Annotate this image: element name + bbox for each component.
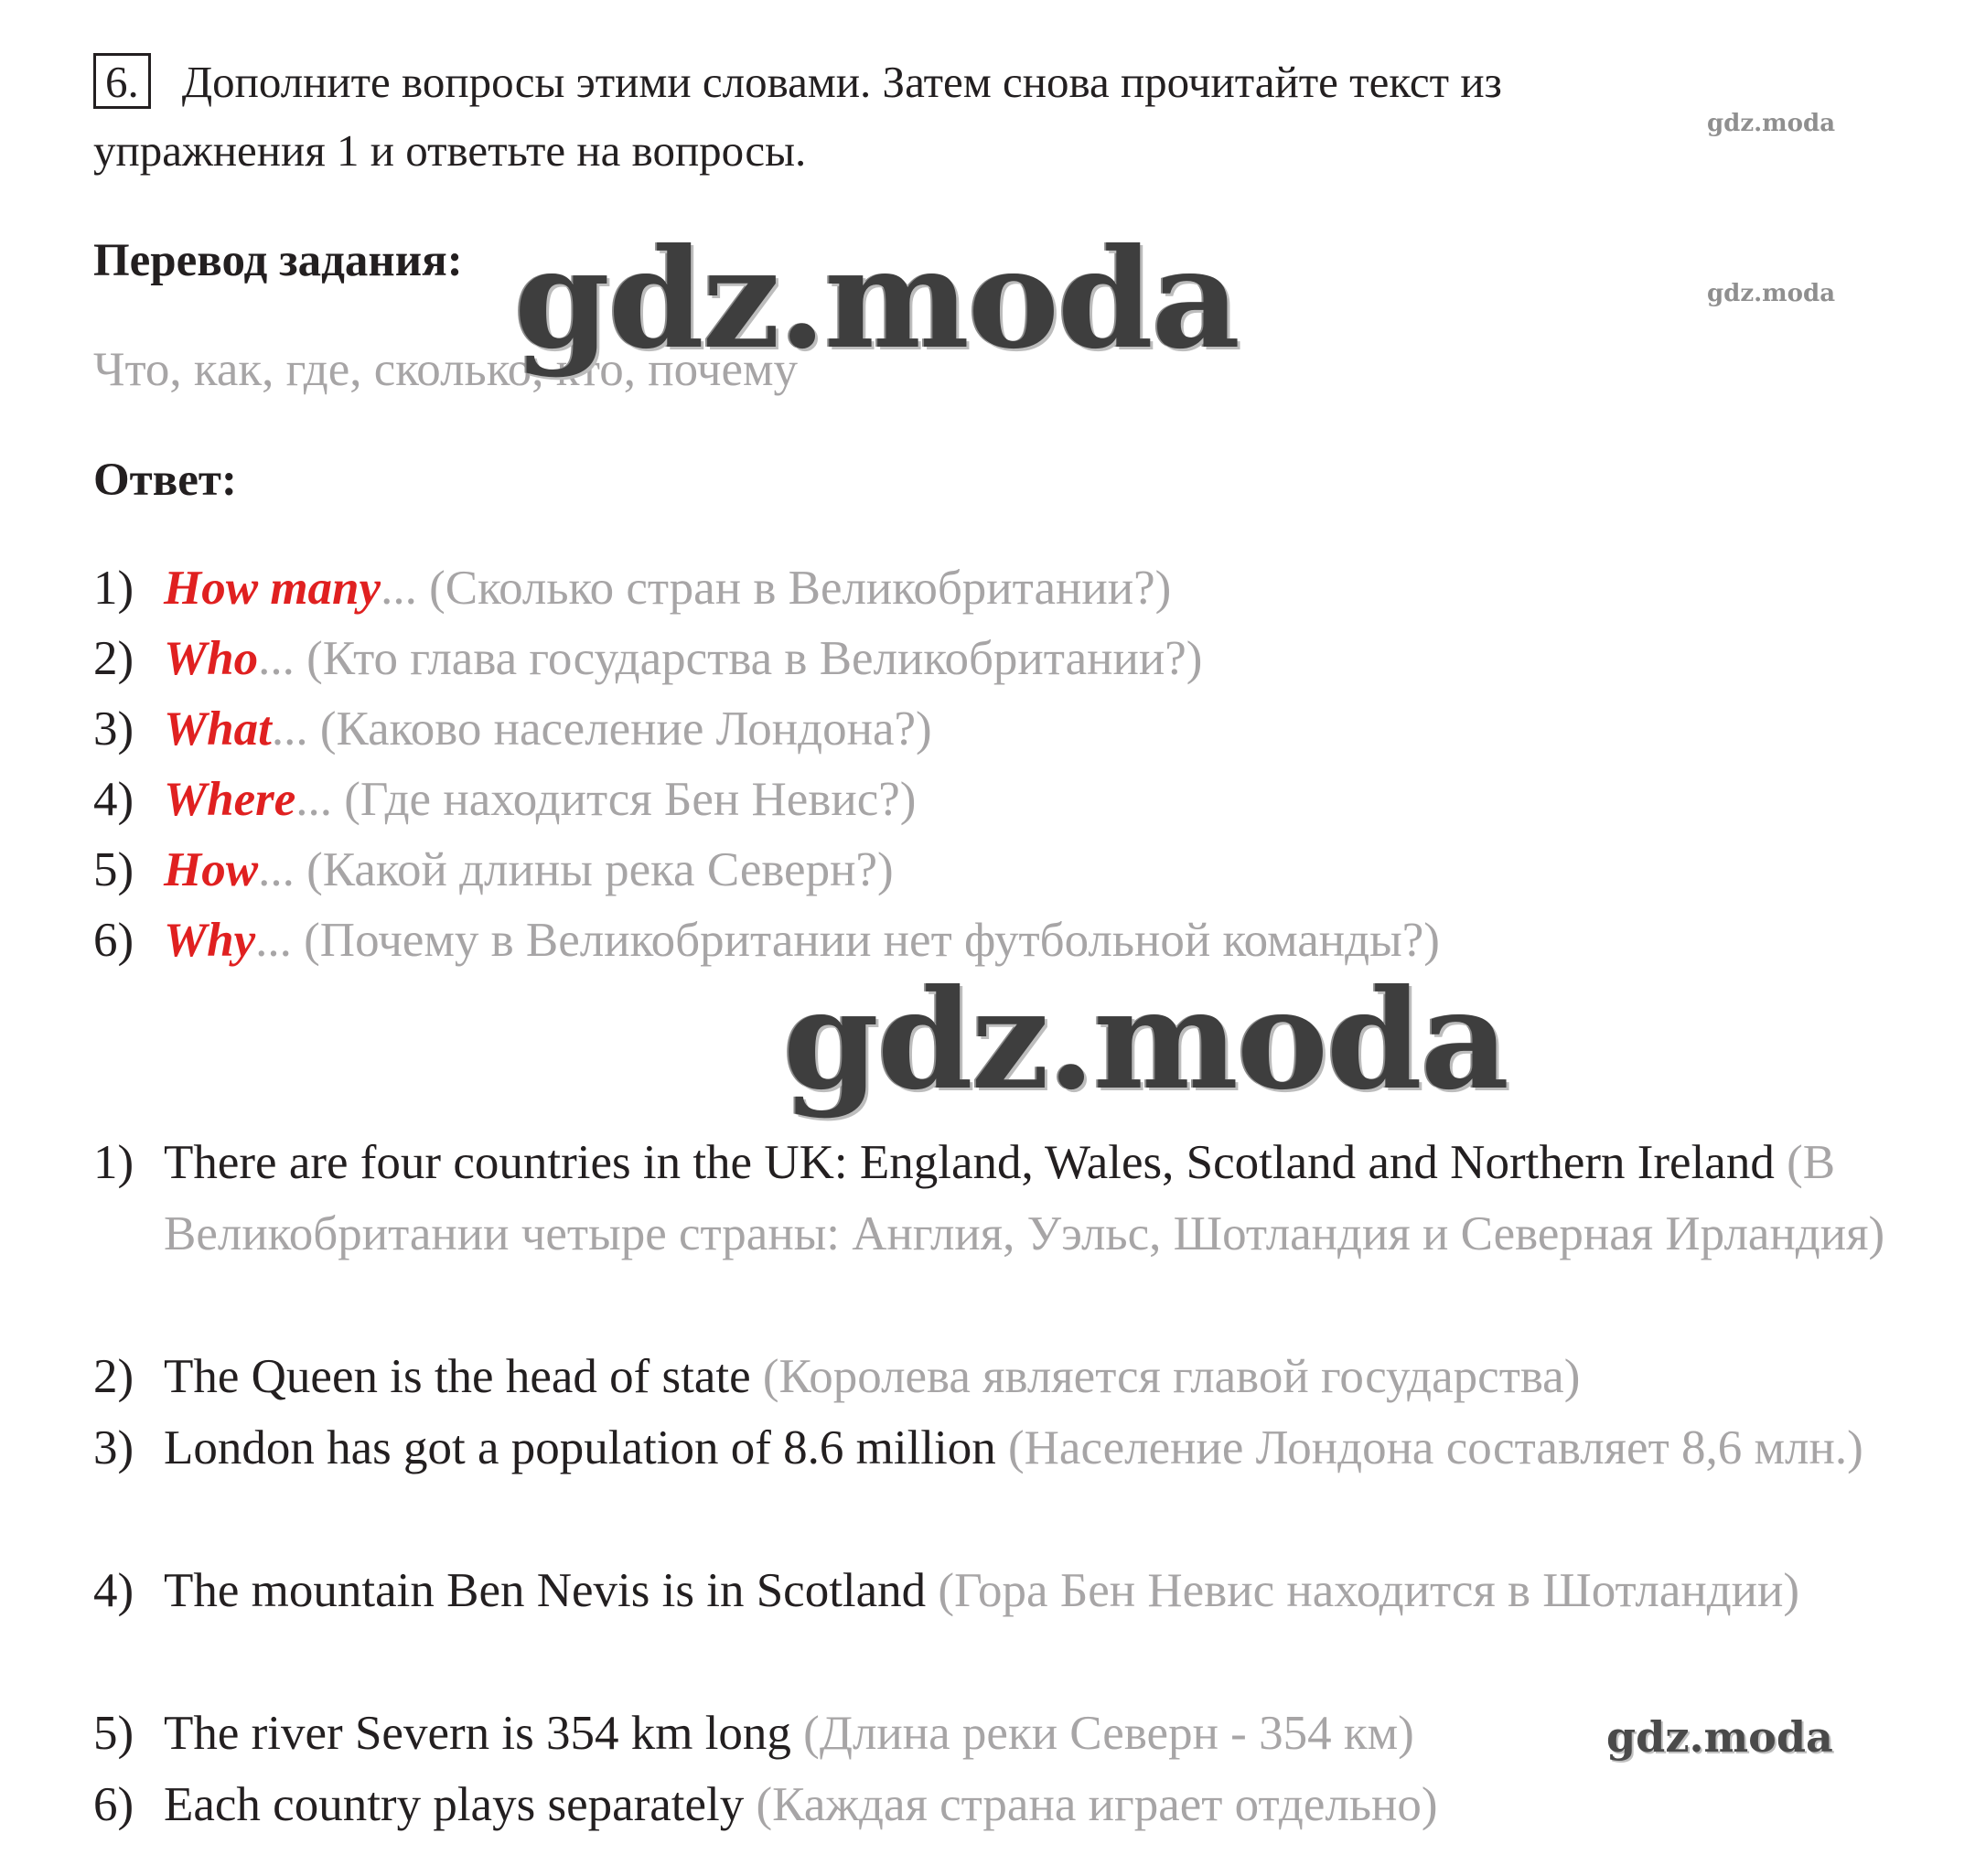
answer-translation: (Население Лондона составляет 8,6 млн.) (1008, 1421, 1863, 1474)
question-word: What (164, 702, 272, 756)
question-word: Who (164, 632, 259, 685)
answer-english: There are four countries in the UK: England, Wales, Scotland and Northern Ireland (164, 1136, 1775, 1189)
task-instruction (93, 53, 1502, 109)
question-translation: ... (Сколько стран в Великобритании?) (381, 562, 1172, 615)
answer-number: 5) (93, 1707, 134, 1760)
answer-heading: Ответ: (93, 455, 237, 506)
question-word: Why (164, 914, 256, 967)
task-number: 6. (93, 53, 151, 109)
watermark-large: gdz.moda (783, 959, 1508, 1120)
answer-translation: (Каждая страна играет отдельно) (756, 1778, 1438, 1831)
answer-number: 3) (93, 1421, 134, 1474)
question-item (93, 773, 917, 826)
answer-item (93, 1341, 1937, 1412)
answer-english: The river Severn is 354 km long (164, 1707, 791, 1760)
question-translation: ... (Кто глава государства в Великобритании?) (258, 632, 1203, 685)
translation-heading: Перевод задания: (93, 235, 463, 286)
answer-number: 6) (93, 1778, 134, 1831)
answer-number: 1) (93, 1136, 134, 1189)
question-translation: ... (Какой длины река Северн?) (258, 843, 894, 896)
question-number: 6) (93, 914, 134, 967)
question-item (93, 914, 1440, 967)
question-word: Where (164, 773, 296, 826)
answer-translation: (Длина реки Северн - 354 км) (803, 1707, 1414, 1760)
translation-text: Что, как, где, сколько, кто, почему (93, 343, 799, 396)
answer-english: London has got a population of 8.6 million (164, 1421, 996, 1474)
question-word: How (164, 843, 259, 896)
question-translation: ... (Где находится Бен Невис?) (295, 773, 917, 826)
question-number: 3) (93, 702, 134, 756)
answer-item (93, 1555, 1937, 1698)
question-number: 2) (93, 632, 134, 685)
watermark-large: gdz.moda (514, 219, 1240, 380)
answer-english: The Queen is the head of state (164, 1350, 751, 1403)
task-instruction-line2: упражнения 1 и ответьте на вопросы. (93, 125, 807, 176)
question-item (93, 632, 1203, 685)
answer-item (93, 1769, 1937, 1840)
answer-number: 2) (93, 1350, 134, 1403)
task-instruction-line1: Дополните вопросы этими словами. Затем снова прочитайте текст из (181, 57, 1502, 107)
watermark-small: gdz.moda (1707, 280, 1836, 307)
answer-number: 4) (93, 1564, 134, 1617)
answer-translation: (В Великобритании четыре страны: Англия, Уэльс, Шотландия и Северная Ирландия) (164, 1136, 1885, 1260)
question-number: 1) (93, 562, 134, 615)
question-translation: ... (Почему в Великобритании нет футбольной команды?) (255, 914, 1440, 967)
answer-translation: (Гора Бен Невис находится в Шотландии) (938, 1564, 1800, 1617)
question-item (93, 564, 1171, 613)
watermark-small: gdz.moda (1707, 110, 1836, 137)
answer-item (93, 1127, 1937, 1341)
question-item (93, 843, 894, 896)
question-number: 5) (93, 843, 134, 896)
question-word: How many (164, 562, 381, 615)
question-translation: ... (Каково население Лондона?) (271, 702, 932, 756)
answer-item (93, 1412, 1937, 1555)
answer-translation: (Королева является главой государства) (762, 1350, 1581, 1403)
watermark-medium: gdz.moda (1606, 1712, 1833, 1762)
answer-english: The mountain Ben Nevis is in Scotland (164, 1564, 927, 1617)
question-number: 4) (93, 773, 134, 826)
question-item (93, 702, 932, 756)
answer-english: Each country plays separately (164, 1778, 745, 1831)
